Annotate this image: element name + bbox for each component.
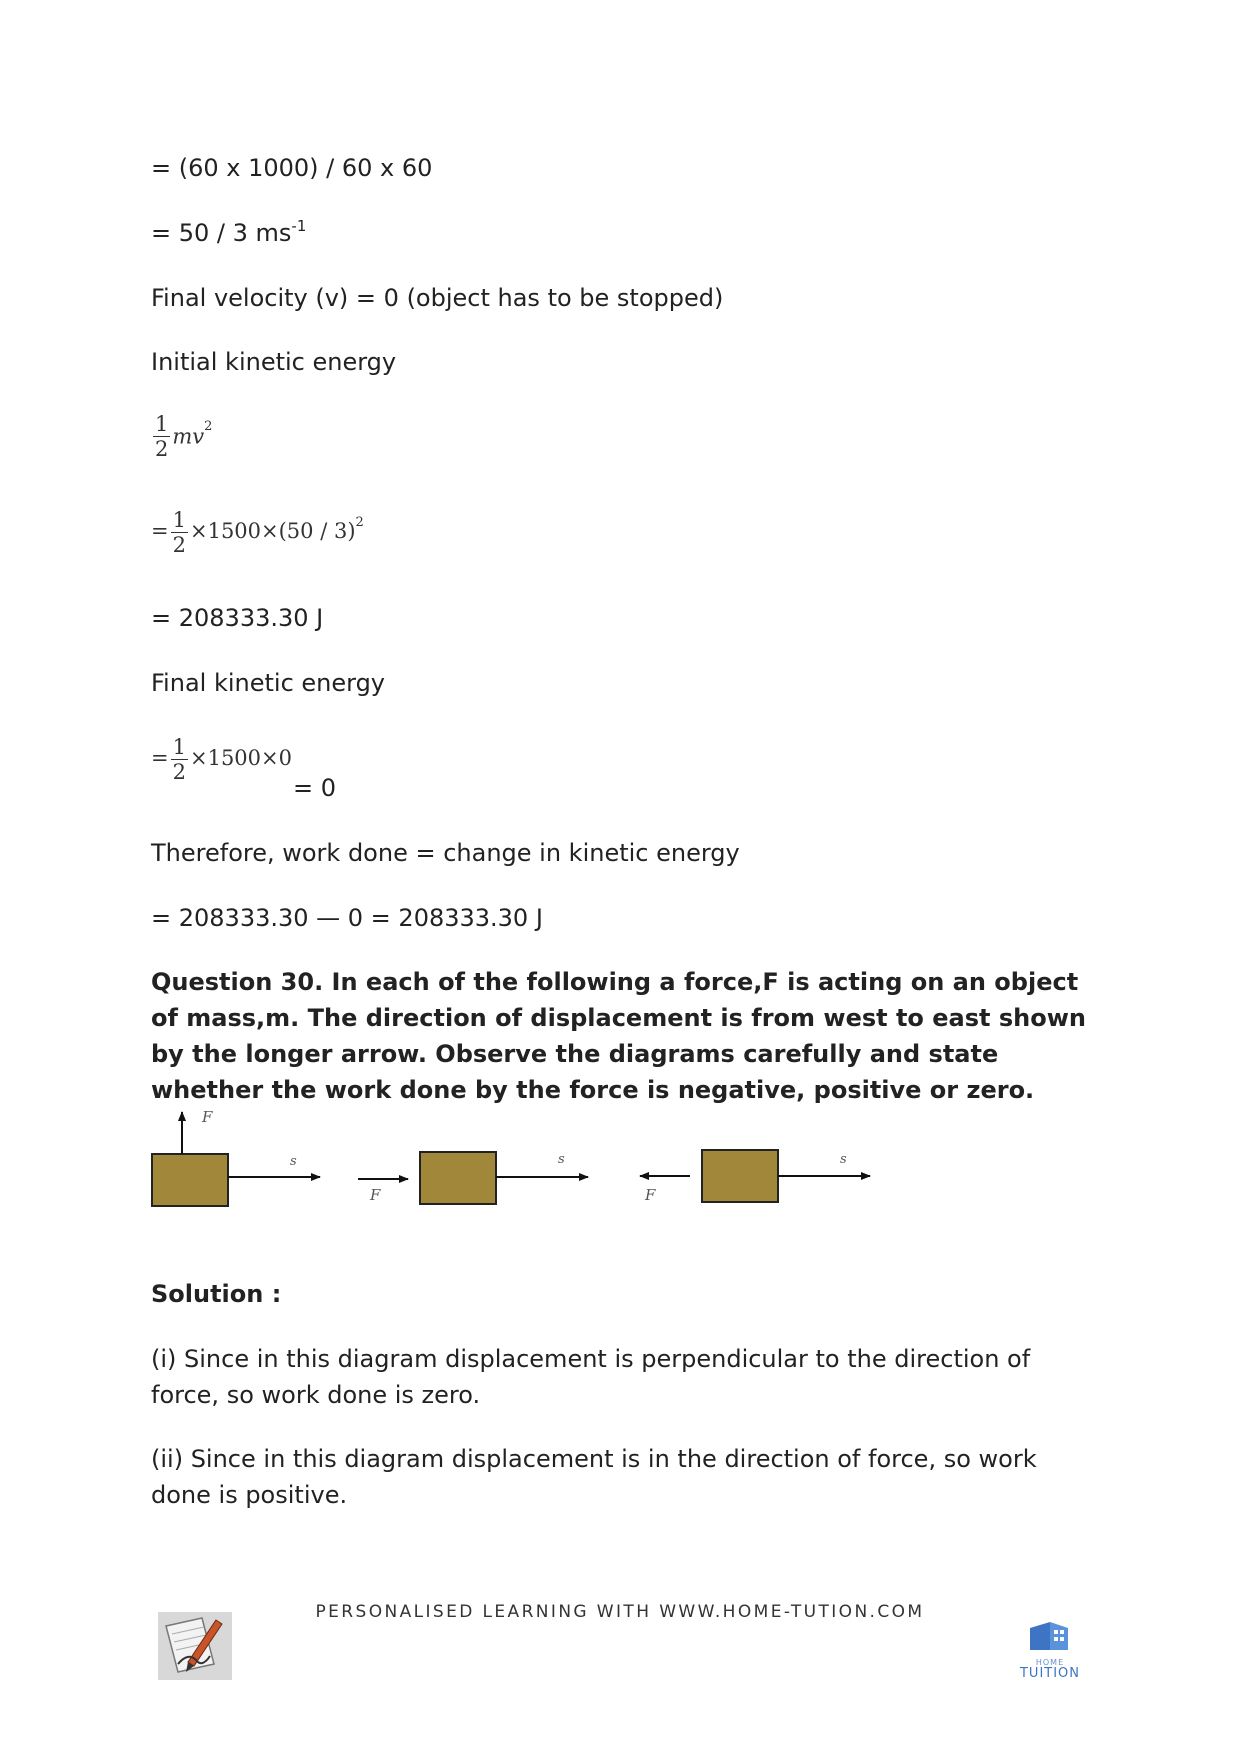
initial-ke-result: = 208333.30 J — [151, 604, 324, 632]
final-ke-result: = 0 — [293, 774, 337, 802]
home-tuition-logo — [1010, 1618, 1090, 1681]
force-label-2: F — [370, 1186, 381, 1204]
exponent: -1 — [291, 217, 307, 235]
displacement-label-1: s — [290, 1154, 297, 1169]
final-ke-substitution: = $\frac{1}{2}$ ×1500×0 — [151, 735, 292, 784]
calc-line-1: = (60 x 1000) / 60 x 60 — [151, 154, 433, 182]
final-ke-heading: Final kinetic energy — [151, 669, 386, 697]
answer-i: (i) Since in this diagram displacement is perpendicular to the direction of force, so work done is zero. — [151, 1345, 1031, 1409]
initial-ke-substitution: = $\frac{1}{2}$ ×1500×(50 / 3)$^2$ — [151, 508, 364, 557]
notepad-pencil-icon — [158, 1612, 232, 1680]
final-velocity-line: Final velocity (v) = 0 (object has to be stopped) — [151, 284, 724, 312]
displacement-label-3: s — [840, 1152, 847, 1167]
initial-ke-heading: Initial kinetic energy — [151, 348, 397, 376]
object-box-1 — [152, 1154, 228, 1206]
answer-ii: (ii) Since in this diagram displacement is in the direction of force, so work done is positive. — [151, 1445, 1037, 1509]
work-done-line: Therefore, work done = change in kinetic energy — [151, 839, 740, 867]
force-label-1: F — [202, 1108, 213, 1126]
diagram-2 — [358, 1152, 588, 1204]
logo-big-text: TUITION — [1019, 1666, 1081, 1681]
footer-text: PERSONALISED LEARNING WITH WWW.HOME-TUTION.COM — [315, 1602, 925, 1622]
force-diagrams — [140, 1100, 900, 1230]
house-icon — [1010, 1618, 1090, 1654]
ke-formula: $\frac{1}{2}$ $mv^2$ — [155, 412, 213, 461]
logo-small-text: HOME — [1035, 1658, 1065, 1667]
object-box-3 — [702, 1150, 778, 1202]
solution-heading: Solution : — [151, 1280, 282, 1308]
displacement-label-2: s — [558, 1152, 565, 1167]
question-30: Question 30. In each of the following a force,F is acting on an object of mass,m. The direction of displacement is from west to east shown by the longer arrow. Observe the diagrams carefully and state whether the work done by the force is negative, positive or zero. — [151, 968, 1086, 1104]
calc-line-2: = 50 / 3 $ms^{-1}$ — [151, 217, 307, 247]
force-label-3: F — [645, 1186, 656, 1204]
work-done-result: = 208333.30 — 0 = 208333.30 J — [151, 904, 543, 932]
diagram-3 — [640, 1150, 870, 1204]
diagram-1 — [152, 1108, 320, 1206]
object-box-2 — [420, 1152, 496, 1204]
